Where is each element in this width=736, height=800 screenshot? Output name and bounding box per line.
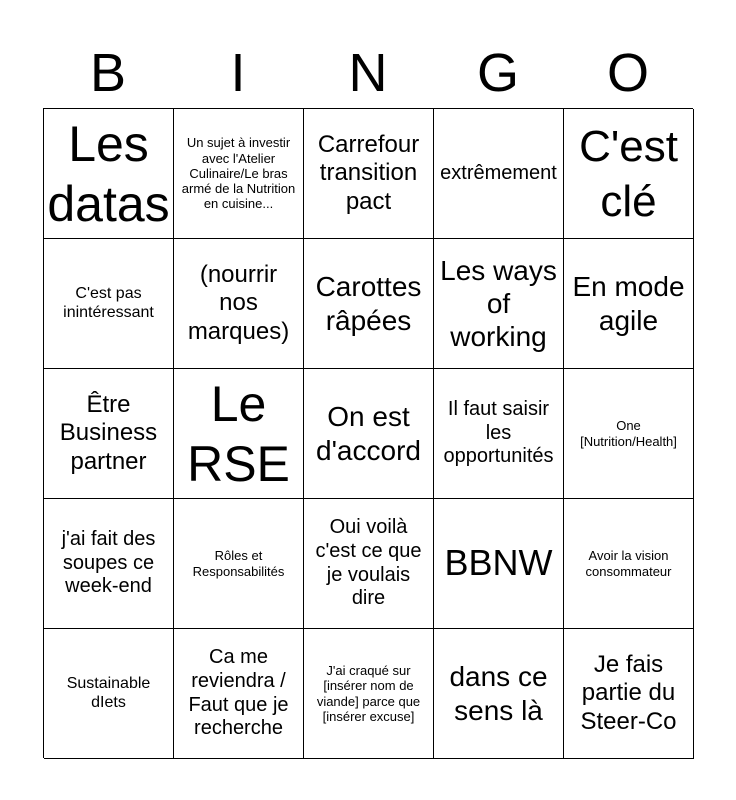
- bingo-cell[interactable]: [304, 369, 434, 499]
- bingo-header: [43, 38, 693, 108]
- bingo-cell[interactable]: [564, 369, 694, 499]
- cell-text: (nourrir nos marques): [187, 261, 290, 345]
- bingo-cell[interactable]: [434, 109, 564, 239]
- cell-text: j'ai fait des soupes ce week-end: [61, 528, 156, 598]
- bingo-cell[interactable]: [304, 499, 434, 629]
- cell-text: BBNW: [444, 542, 553, 584]
- bingo-cell[interactable]: [44, 239, 174, 369]
- cell-text: Il faut saisir les opportunités: [443, 398, 554, 468]
- cell-text: Ca me reviendra / Faut que je recherche: [188, 646, 289, 740]
- bingo-cell[interactable]: [564, 239, 694, 369]
- header-letter-n: N: [348, 43, 388, 103]
- cell-text: Être Business partner: [59, 391, 158, 475]
- cell-text: One [Nutrition/Health]: [580, 418, 677, 449]
- header-letter-b: B: [89, 43, 127, 103]
- cell-text: dans ce sens là: [449, 661, 548, 726]
- cell-text: Avoir la vision consommateur: [585, 548, 672, 579]
- bingo-cell[interactable]: [44, 499, 174, 629]
- cell-text: Les datas: [47, 115, 170, 232]
- cell-text: C'est clé: [579, 121, 678, 226]
- bingo-cell[interactable]: [174, 499, 304, 629]
- bingo-cell[interactable]: [564, 629, 694, 759]
- cell-text: Je fais partie du Steer-Co: [580, 651, 677, 735]
- bingo-cell[interactable]: [564, 109, 694, 239]
- cell-text: Un sujet à investir avec l'Atelier Culinaire/Le bras armé de la Nutrition en cuisine...: [181, 135, 296, 212]
- cell-text: C'est pas inintéressant: [63, 284, 154, 321]
- bingo-cell[interactable]: [434, 629, 564, 759]
- bingo-card: [43, 108, 693, 758]
- cell-text: En mode agile: [572, 271, 685, 336]
- bingo-cell[interactable]: [434, 499, 564, 629]
- bingo-cell[interactable]: [304, 109, 434, 239]
- cell-text: Rôles et Responsabilités: [192, 548, 285, 579]
- bingo-cell[interactable]: [304, 239, 434, 369]
- header-letter-i: I: [230, 43, 246, 103]
- cell-text: Sustainable dIets: [66, 674, 151, 711]
- header-letter-g: G: [476, 43, 519, 103]
- bingo-cell[interactable]: [174, 239, 304, 369]
- cell-text: On est d'accord: [316, 401, 421, 466]
- bingo-cell[interactable]: [434, 239, 564, 369]
- cell-text: Oui voilà c'est ce que je voulais dire: [315, 516, 422, 610]
- cell-text: Le RSE: [187, 375, 290, 492]
- bingo-cell[interactable]: [44, 629, 174, 759]
- bingo-cell[interactable]: [44, 369, 174, 499]
- bingo-cell[interactable]: [304, 629, 434, 759]
- bingo-cell[interactable]: [174, 629, 304, 759]
- cell-text: Carrefour transition pact: [317, 131, 420, 215]
- bingo-cell[interactable]: [44, 109, 174, 239]
- bingo-cell[interactable]: [174, 369, 304, 499]
- cell-text: J'ai craqué sur [insérer nom de viande] parce que [insérer excuse]: [316, 662, 421, 724]
- cell-text: Les ways of working: [440, 254, 557, 353]
- cell-text: extrêmement: [440, 161, 557, 184]
- bingo-cell[interactable]: [174, 109, 304, 239]
- header-letter-o: O: [606, 43, 649, 103]
- bingo-cell[interactable]: [434, 369, 564, 499]
- cell-text: Carottes râpées: [315, 271, 422, 336]
- bingo-cell[interactable]: [564, 499, 694, 629]
